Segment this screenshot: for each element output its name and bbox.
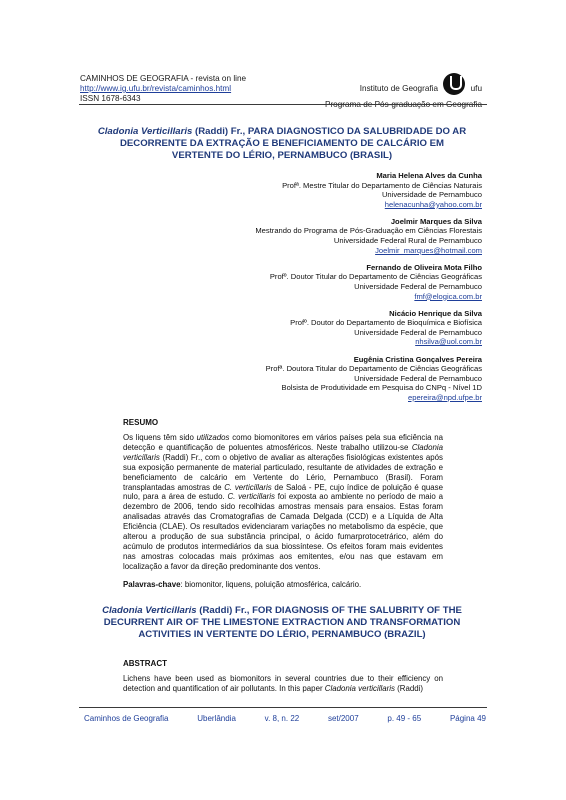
author-affiliation: Universidade de Pernambuco [381,190,482,200]
page-footer [84,714,486,723]
author-block [102,171,482,209]
author-email-link[interactable]: helenacunha@yahoo.com.br [384,199,482,209]
abstract-italic: Cladonia verticillaris [324,683,395,693]
resumo-italic: utilizados [196,433,230,442]
author-affiliation: Profª. Mestre Titular do Departamento de Ciências Naturais [282,180,482,190]
author-email-link[interactable]: Joelmir_marques@hotmail.com [375,245,482,255]
author-block [102,217,482,255]
issn: ISSN 1678-6343 [80,94,141,103]
title-line2: DECORRENTE DA EXTRAÇÃO E BENEFICIAMENTO DE CALCÁRIO EM [119,138,445,149]
resumo-segment: Os liquens têm sido [123,433,197,442]
footer-divider [79,707,487,708]
title-species: Cladonia Verticillaris [102,605,197,616]
institution-header [325,78,482,110]
author-affiliation: Bolsista de Produtividade em Pesquisa do CNPq - Nível 1D [281,383,482,393]
author-affiliation: Universidade Federal Rural de Pernambuco [333,236,482,246]
author-affiliation: Universidade Federal de Pernambuco [354,281,482,291]
title-species: Cladonia Verticillaris [97,126,193,137]
resumo-italic: C. verticillaris [227,492,275,502]
keywords [123,580,443,590]
institute-name: Instituto de Geografia [359,84,439,93]
footer-journal: Caminhos de Geografia [84,714,169,723]
footer-date: set/2007 [327,714,359,723]
abstract-segment: (Raddi) [394,683,424,693]
author-affiliation: Universidade Federal de Pernambuco [354,373,482,383]
logo-text: ufu [470,84,482,93]
resumo-italic: Cladonia verticillaris [123,442,443,462]
title-line3: ACTIVITIES IN VERTENTE DO LÉRIO, PERNAMBUCO (BRAZIL) [138,629,426,640]
author-affiliation: Profª. Doutora Titular do Departamento de Ciências Geográficas [265,364,482,374]
author-name: Maria Helena Alves da Cunha [376,171,482,180]
author-name: Nicácio Henrique da Silva [389,308,482,318]
program-name [325,100,482,110]
resumo-segment: como biomonitores em vários países pela sua eficiência na detecção e quantificação de poluentes atmosféricos. Neste trabalho utilizou-se [123,433,443,452]
header-divider [79,104,487,105]
author-name: Joelmir Marques da Silva [390,216,482,226]
author-affiliation: Profº. Doutor do Departamento de Bioquímica e Biofísica [290,318,482,328]
resumo-segment: (Raddi) Fr., com o objetivo de avaliar as alterações fisiológicas existentes após sua exposição permanente de material particulado, resultante de atividades de extração e beneficiamento de calcário em Vertente do Lério, Pernambuco (Brasil). Foram transplantadas amostras de [123,452,443,492]
title-line1: (Raddi) Fr., PARA DIAGNOSTICO DA SALUBRIDADE DO AR [192,126,467,137]
author-email-link[interactable]: epereira@npd.ufpe.br [408,392,482,402]
keywords-label: Palavras-chave [123,580,181,589]
author-block [102,263,482,301]
title-line3: VERTENTE DO LÉRIO, PERNAMBUCO (BRASIL) [171,150,393,161]
footer-pages: p. 49 - 65 [387,714,422,723]
abstract-heading: ABSTRACT [123,659,167,668]
paper-title-en [84,605,480,641]
author-affiliation: Mestrando do Programa de Pós-Graduação em Ciências Florestais [255,226,482,236]
keywords-list: : biomonitor, liquens, poluição atmosférica, calcário. [180,580,362,589]
author-email-link[interactable]: fmf@elogica.com.br [414,291,482,301]
title-line1: (Raddi) Fr., FOR DIAGNOSIS OF THE SALUBRITY OF THE [196,605,462,616]
author-affiliation: Universidade Federal de Pernambuco [354,327,482,337]
author-email-link[interactable]: nhsilva@uol.com.br [415,337,482,347]
author-affiliation: Profº. Doutor Titular do Departamento de Ciências Geográficas [269,272,482,282]
abstract-text [123,674,443,694]
footer-page-number: Página 49 [449,714,486,723]
paper-title-pt [84,126,480,162]
journal-header [80,74,246,104]
resumo-segment: de Saloá - PE, cujo índice de poluição é quase nulo, para a área de estudo. [123,482,443,502]
author-list [102,171,482,410]
author-block [102,309,482,347]
author-block [102,355,482,403]
abstract-segment: Lichens have been used as biomonitors in several countries due to their efficiency on detection and quantification of air pollutants. In this paper [123,674,443,693]
footer-volume: v. 8, n. 22 [264,714,300,723]
footer-city: Uberlândia [197,714,236,723]
ufu-logo-icon [443,73,465,95]
journal-name: CAMINHOS DE GEOGRAFIA - revista on line [80,74,247,83]
title-line2: DECURRENT AIR OF THE LIMESTONE EXTRACTION AND TRANSFORMATION [103,617,461,628]
author-name: Eugênia Cristina Gonçalves Pereira [353,354,482,364]
resumo-italic: C. verticillaris [224,482,272,492]
resumo-heading: RESUMO [123,418,159,427]
resumo-text [123,433,443,572]
author-name: Fernando de Oliveira Mota Filho [366,262,482,272]
journal-url-link[interactable]: http://www.ig.ufu.br/revista/caminhos.html [80,84,232,93]
resumo-segment: foi exposta ao ambiente no período de maio a dezembro de 2006, tendo sido recolhidas amostras mensais para ensaios. Estas foram analisadas através das Cromatografias de Camada Delgada (CCD) e a Líquida de Alta Eficiência (CLAE). Os resultados evidenciaram variações no metabolismo da espécie, que alterou a produção de sua substância principal, o ácido fumarprotocetrárico, além do acúmulo de produtos intermediários da sua biossíntese. Os efeitos foram mais evidentes nas amostras colocadas mais próximas aos emitentes, e/ou nas que estavam em localização a favor da direção predominante dos ventos. [123,492,443,571]
